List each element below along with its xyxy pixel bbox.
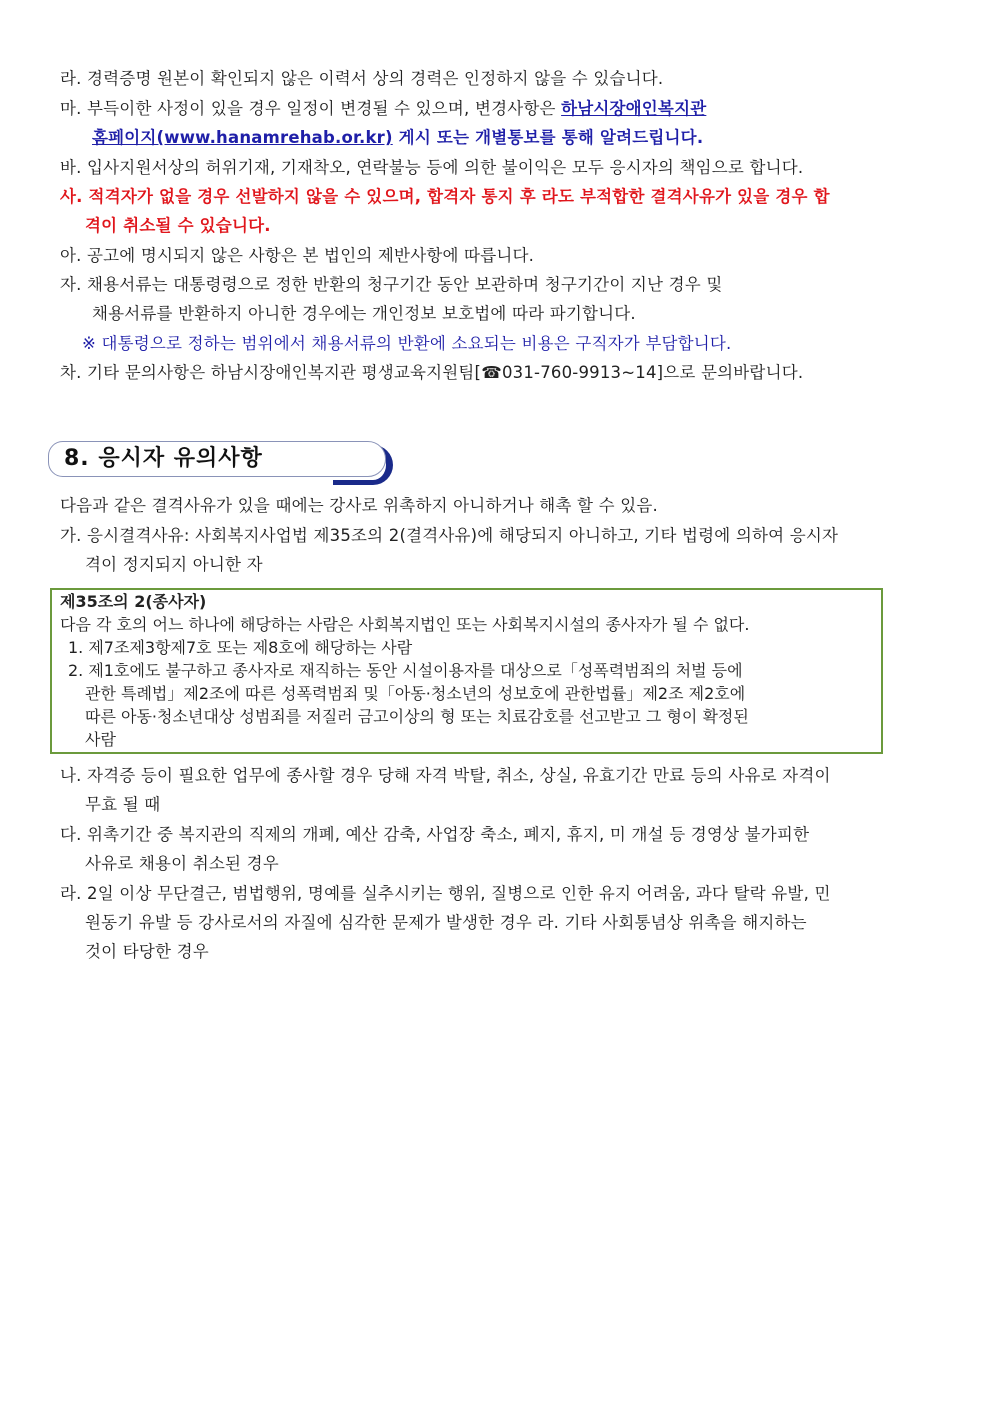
item-a: 아. 공고에 명시되지 않은 사항은 본 법인의 제반사항에 따릅니다.: [60, 246, 535, 265]
homepage-link-url[interactable]: 홈페이지(www.hanamrehab.or.kr): [92, 128, 393, 147]
legal-item-2-line1: 2. 제1호에도 불구하고 종사자로 재직하는 동안 시설이용자를 대상으로「성폭력범죄의 처벌 등에: [68, 661, 743, 680]
item-ma-line1: [60, 97, 706, 121]
item-ra2-line2: 원동기 유발 등 강사로서의 자질에 심각한 문제가 발생한 경우 라. 기타 사회통념상 위촉을 해지하는: [85, 913, 807, 932]
section-header: [48, 441, 393, 483]
item-na-line2: 무효 될 때: [85, 795, 161, 814]
item-ba: 바. 입사지원서상의 허위기재, 기재착오, 연락불능 등에 의한 불이익은 모두 응시자의 책임으로 합니다.: [60, 158, 804, 177]
item-cha: 차. 기타 문의사항은 하남시장애인복지관 평생교육지원팀[☎031-760-9913~14]으로 문의바랍니다.: [60, 363, 804, 382]
item-sa-line2: 격이 취소될 수 있습니다.: [85, 216, 271, 235]
item-ja-line2: 채용서류를 반환하지 아니한 경우에는 개인정보 보호법에 따라 파기합니다.: [92, 304, 636, 323]
item-ga-line1: 가. 응시결격사유: 사회복지사업법 제35조의 2(결격사유)에 해당되지 아니하고, 기타 법령에 의하여 응시자: [60, 526, 839, 545]
item-ga-line2: 격이 정지되지 아니한 자: [85, 555, 263, 574]
item-ra2-line3: 것이 타당한 경우: [85, 942, 209, 961]
item-da-line2: 사유로 채용이 취소된 경우: [85, 854, 279, 873]
legal-item-2-line2: 관한 특례법」제2조에 따른 성폭력범죄 및「아동·청소년의 성보호에 관한법률」제2조 제2호에: [85, 684, 746, 703]
section-title: 8. 응시자 유의사항: [64, 446, 263, 471]
item-ma-line2: [92, 126, 703, 150]
legal-item-2-line3: 따른 아동·청소년대상 성범죄를 저질러 금고이상의 형 또는 치료감호를 선고받고 그 형이 확정된: [85, 707, 749, 726]
legal-item-1: 1. 제7조제3항제7호 또는 제8호에 해당하는 사람: [68, 638, 413, 657]
item-ra: 라. 경력증명 원본이 확인되지 않은 이력서 상의 경력은 인정하지 않을 수 있습니다.: [60, 69, 664, 88]
item-ma-notice: 게시 또는 개별통보를 통해 알려드립니다.: [392, 128, 704, 147]
item-na-line1: 나. 자격증 등이 필요한 업무에 종사할 경우 당해 자격 박탈, 취소, 상실, 유효기간 만료 등의 사유로 자격이: [60, 766, 831, 785]
item-ra2-line1: 라. 2일 이상 무단결근, 범법행위, 명예를 실추시키는 행위, 질병으로 인한 유지 어려움, 과다 탈락 유발, 민: [60, 884, 831, 903]
legal-excerpt-box: [50, 588, 883, 754]
homepage-link-name[interactable]: 하남시장애인복지관: [561, 99, 707, 118]
section-intro: 다음과 같은 결격사유가 있을 때에는 강사로 위촉하지 아니하거나 해촉 할 수 있음.: [60, 496, 658, 515]
item-ma-text: 마. 부득이한 사정이 있을 경우 일정이 변경될 수 있으며, 변경사항은: [60, 99, 562, 118]
item-ja-line1: 자. 채용서류는 대통령령으로 정한 반환의 청구기간 동안 보관하며 청구기간이 지난 경우 및: [60, 275, 723, 294]
legal-intro: 다음 각 호의 어느 하나에 해당하는 사람은 사회복지법인 또는 사회복지시설의 종사자가 될 수 없다.: [60, 615, 750, 634]
item-da-line1: 다. 위촉기간 중 복지관의 직제의 개폐, 예산 감축, 사업장 축소, 폐지, 휴지, 미 개설 등 경영상 불가피한: [60, 825, 810, 844]
legal-heading: 제35조의 2(종사자): [60, 592, 207, 611]
item-ja-note: ※ 대통령으로 정하는 범위에서 채용서류의 반환에 소요되는 비용은 구직자가 부담합니다.: [82, 334, 732, 353]
legal-item-2-line4: 사람: [85, 730, 116, 749]
item-sa-line1: 사. 적격자가 없을 경우 선발하지 않을 수 있으며, 합격자 통지 후 라도 부적합한 결격사유가 있을 경우 합: [60, 187, 830, 206]
